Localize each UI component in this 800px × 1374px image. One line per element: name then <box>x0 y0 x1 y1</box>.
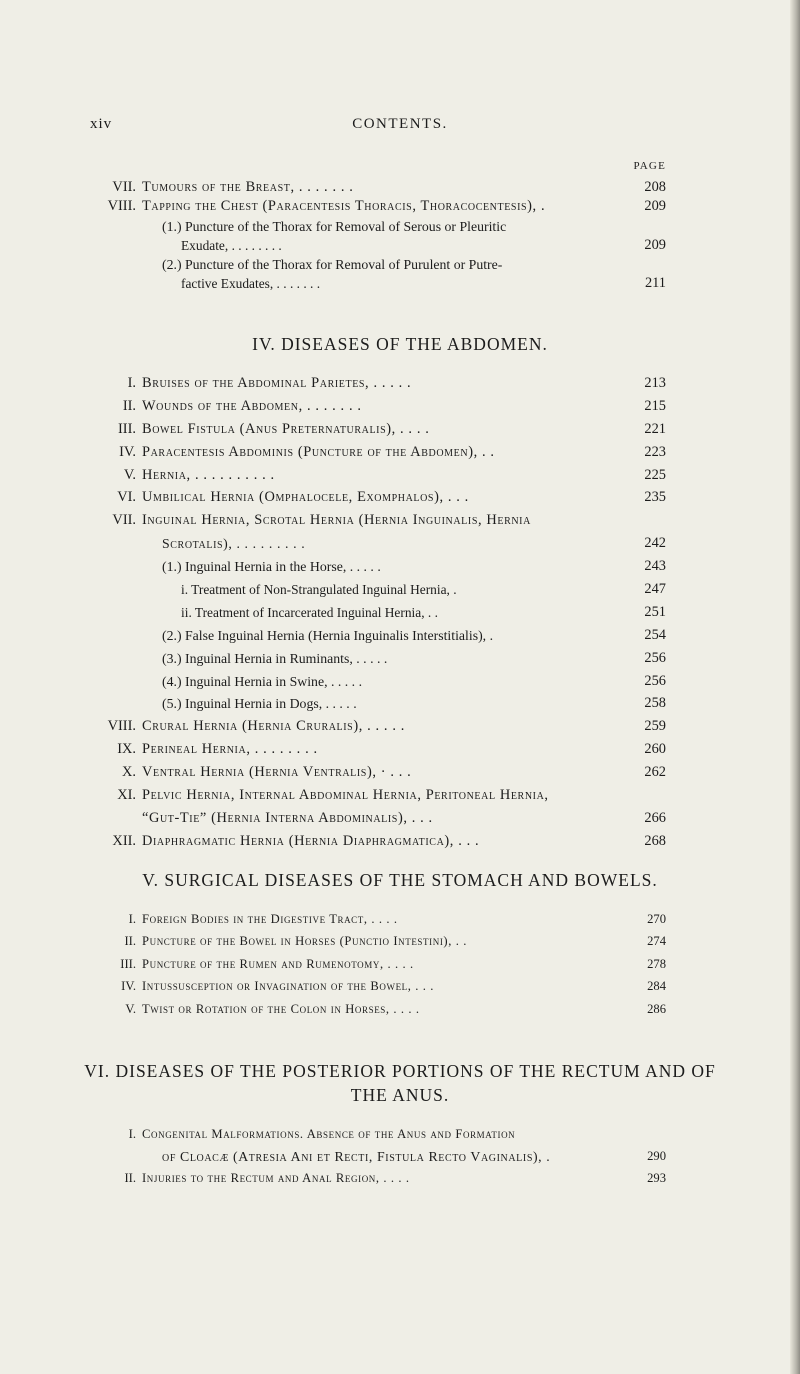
toc-entry <box>0 580 800 603</box>
entry-title: Pelvic Hernia, Internal Abdominal Hernia, Peritoneal Hernia, <box>142 787 549 804</box>
entry-title: factive Exudates, . . . . . . . <box>181 276 321 292</box>
toc-entry <box>0 511 800 534</box>
toc-entry <box>0 236 800 255</box>
toc-entry <box>0 488 800 511</box>
entry-page: 254 <box>644 626 666 643</box>
toc-entry <box>0 443 800 466</box>
toc-entry <box>0 649 800 672</box>
entry-page: 247 <box>644 581 666 598</box>
entry-title: (2.) Puncture of the Thorax for Removal of Purulent or Putre- <box>162 257 503 273</box>
toc-entry <box>0 786 800 809</box>
entry-title: Crural Hernia (Hernia Cruralis), . . . . . <box>142 718 405 735</box>
section-heading: IV. DISEASES OF THE ABDOMEN. <box>252 334 548 354</box>
entry-title: Paracentesis Abdominis (Puncture of the Abdomen), . . <box>142 443 495 460</box>
toc-entry <box>0 178 800 197</box>
toc-entry <box>0 717 800 740</box>
entry-page: 213 <box>644 375 666 391</box>
entry-page: 223 <box>644 443 666 460</box>
entry-number: II. <box>124 1171 136 1186</box>
entry-title: ii. Treatment of Incarcerated Inguinal Hernia, . . <box>181 604 438 620</box>
entry-page: 270 <box>647 912 666 926</box>
entry-title: Tumours of the Breast, . . . . . . . <box>142 179 354 195</box>
entry-title: (5.) Inguinal Hernia in Dogs, . . . . . <box>162 696 357 712</box>
entry-title: (3.) Inguinal Hernia in Ruminants, . . . . . <box>162 650 388 666</box>
entry-page: 242 <box>644 535 666 552</box>
entry-page: 284 <box>647 979 666 994</box>
entry-title: Wounds of the Abdomen, . . . . . . . <box>142 397 362 414</box>
entry-page: 256 <box>644 672 666 689</box>
entry-number: VIII. <box>107 718 136 735</box>
toc-entry <box>0 910 800 932</box>
entry-page: 266 <box>644 809 666 826</box>
entry-page: 278 <box>647 956 666 971</box>
page-column-label: PAGE <box>633 160 666 172</box>
entry-number: XI. <box>117 787 136 804</box>
entry-number: VI. <box>117 489 136 506</box>
section-abdomen <box>0 332 800 855</box>
toc-entry <box>0 1169 800 1191</box>
toc-entry <box>0 397 800 420</box>
toc-entry <box>0 255 800 274</box>
entry-title: Diaphragmatic Hernia (Hernia Diaphragmatica), . . . <box>142 832 480 849</box>
entry-title: Inguinal Hernia, Scrotal Hernia (Hernia Inguinalis, Hernia <box>142 512 531 529</box>
entry-title: Puncture of the Bowel in Horses (Punctio Intestini), . . <box>142 934 467 949</box>
toc-entry <box>0 274 800 293</box>
entry-title: Perineal Hernia, . . . . . . . . <box>142 741 318 758</box>
entry-page: 243 <box>644 558 666 575</box>
entry-number: II. <box>124 934 136 949</box>
toc-entry <box>0 217 800 236</box>
page-number: xiv <box>90 116 113 132</box>
entry-title: Bowel Fistula (Anus Preternaturalis), . . . . <box>142 420 430 437</box>
entry-page: 260 <box>644 741 666 758</box>
entry-title: Umbilical Hernia (Omphalocele, Exomphalos), . . . <box>142 489 469 506</box>
entry-title: Bruises of the Abdominal Parietes, . . . . . <box>142 375 412 391</box>
entry-number: VIII. <box>107 198 136 215</box>
toc-entry <box>0 740 800 763</box>
toc-entry <box>0 832 800 855</box>
entry-number: X. <box>122 764 136 781</box>
entry-number: I. <box>128 912 136 926</box>
toc-entry <box>0 932 800 954</box>
toc-entry <box>0 420 800 443</box>
entry-title: Foreign Bodies in the Digestive Tract, . . . . <box>142 912 398 926</box>
toc-entry <box>0 809 800 832</box>
entry-page: 251 <box>644 603 666 620</box>
entry-number: IX. <box>117 741 136 758</box>
entry-page: 208 <box>644 179 666 195</box>
entry-page: 235 <box>644 489 666 506</box>
section-heading: VI. DISEASES OF THE POSTERIOR PORTIONS OF THE RECTUM AND OF THE ANUS. <box>84 1061 716 1105</box>
toc-entry <box>0 1125 800 1147</box>
entry-page: 290 <box>647 1149 666 1164</box>
entry-number: XII. <box>112 832 136 849</box>
toc-entry <box>0 977 800 999</box>
entry-title: Scrotalis), . . . . . . . . . <box>162 536 306 552</box>
entry-page: 211 <box>644 275 666 292</box>
toc-entry <box>0 603 800 626</box>
entry-title: Twist or Rotation of the Colon in Horses, . . . . <box>142 1001 420 1016</box>
toc-entry <box>0 626 800 649</box>
toc-entry <box>0 374 800 397</box>
entry-number: IV. <box>119 443 136 460</box>
entry-title: Congenital Malformations. Absence of the Anus and Formation <box>142 1127 516 1141</box>
entry-page: 274 <box>647 934 666 949</box>
entry-title: “Gut-Tie” (Hernia Interna Abdominalis), . . . <box>142 809 433 826</box>
entry-title: (4.) Inguinal Hernia in Swine, . . . . . <box>162 673 363 689</box>
entry-title: (2.) False Inguinal Hernia (Hernia Inguinalis Interstitialis), . <box>162 627 494 643</box>
toc-entry <box>0 197 800 216</box>
entry-page: 221 <box>644 420 666 437</box>
entry-number: II. <box>122 397 136 414</box>
entry-number: I. <box>127 375 136 391</box>
entry-title: Tapping the Chest (Paracentesis Thoracis, Thoracocentesis), . <box>142 198 546 215</box>
toc-entry <box>0 955 800 977</box>
entry-page: 286 <box>647 1001 666 1016</box>
entry-title: Ventral Hernia (Hernia Ventralis), · . . . <box>142 764 412 781</box>
section-thorax-continued <box>0 178 800 294</box>
entry-number: I. <box>128 1127 136 1141</box>
entry-title: Exudate, . . . . . . . . <box>181 237 282 253</box>
entry-number: III. <box>120 956 136 971</box>
toc-entry <box>0 534 800 557</box>
toc-entry <box>0 1147 800 1169</box>
section-heading: V. SURGICAL DISEASES OF THE STOMACH AND BOWELS. <box>142 870 658 890</box>
entry-page: 215 <box>644 397 666 414</box>
entry-number: IV. <box>121 979 136 994</box>
toc-entry <box>0 466 800 489</box>
toc-entry <box>0 672 800 695</box>
entry-number: VII. <box>112 179 136 195</box>
entry-page: 209 <box>644 198 666 215</box>
toc-entry <box>0 1000 800 1022</box>
entry-number: V. <box>125 1001 136 1016</box>
entry-title: (1.) Inguinal Hernia in the Horse, . . . . . <box>162 559 381 575</box>
entry-page: 293 <box>647 1171 666 1186</box>
entry-number: III. <box>118 420 136 437</box>
running-head <box>90 116 710 136</box>
entry-page: 262 <box>644 764 666 781</box>
toc-entry <box>0 763 800 786</box>
running-title: CONTENTS. <box>352 116 448 132</box>
entry-page: 209 <box>644 236 666 253</box>
entry-page: 225 <box>644 466 666 483</box>
entry-page: 258 <box>644 695 666 712</box>
entry-title: Hernia, . . . . . . . . . . <box>142 466 275 483</box>
section-rectum-anus <box>0 1059 800 1192</box>
entry-page: 256 <box>644 649 666 666</box>
section-stomach-bowels <box>0 868 800 1022</box>
entry-page: 268 <box>644 832 666 849</box>
entry-title: Puncture of the Rumen and Rumenotomy, . . . . <box>142 956 414 971</box>
entry-title: of Cloacæ (Atresia Ani et Recti, Fistula Recto Vaginalis), . <box>162 1149 551 1165</box>
entry-number: V. <box>123 466 136 483</box>
entry-number: VII. <box>112 512 136 529</box>
toc-entry <box>0 557 800 580</box>
entry-title: i. Treatment of Non-Strangulated Inguinal Hernia, . <box>181 582 457 598</box>
entry-title: Intussusception or Invagination of the Bowel, . . . <box>142 979 435 994</box>
entry-title: (1.) Puncture of the Thorax for Removal of Serous or Pleuritic <box>162 218 507 234</box>
entry-page: 259 <box>644 718 666 735</box>
entry-title: Injuries to the Rectum and Anal Region, . . . . <box>142 1171 410 1186</box>
toc-entry <box>0 694 800 717</box>
